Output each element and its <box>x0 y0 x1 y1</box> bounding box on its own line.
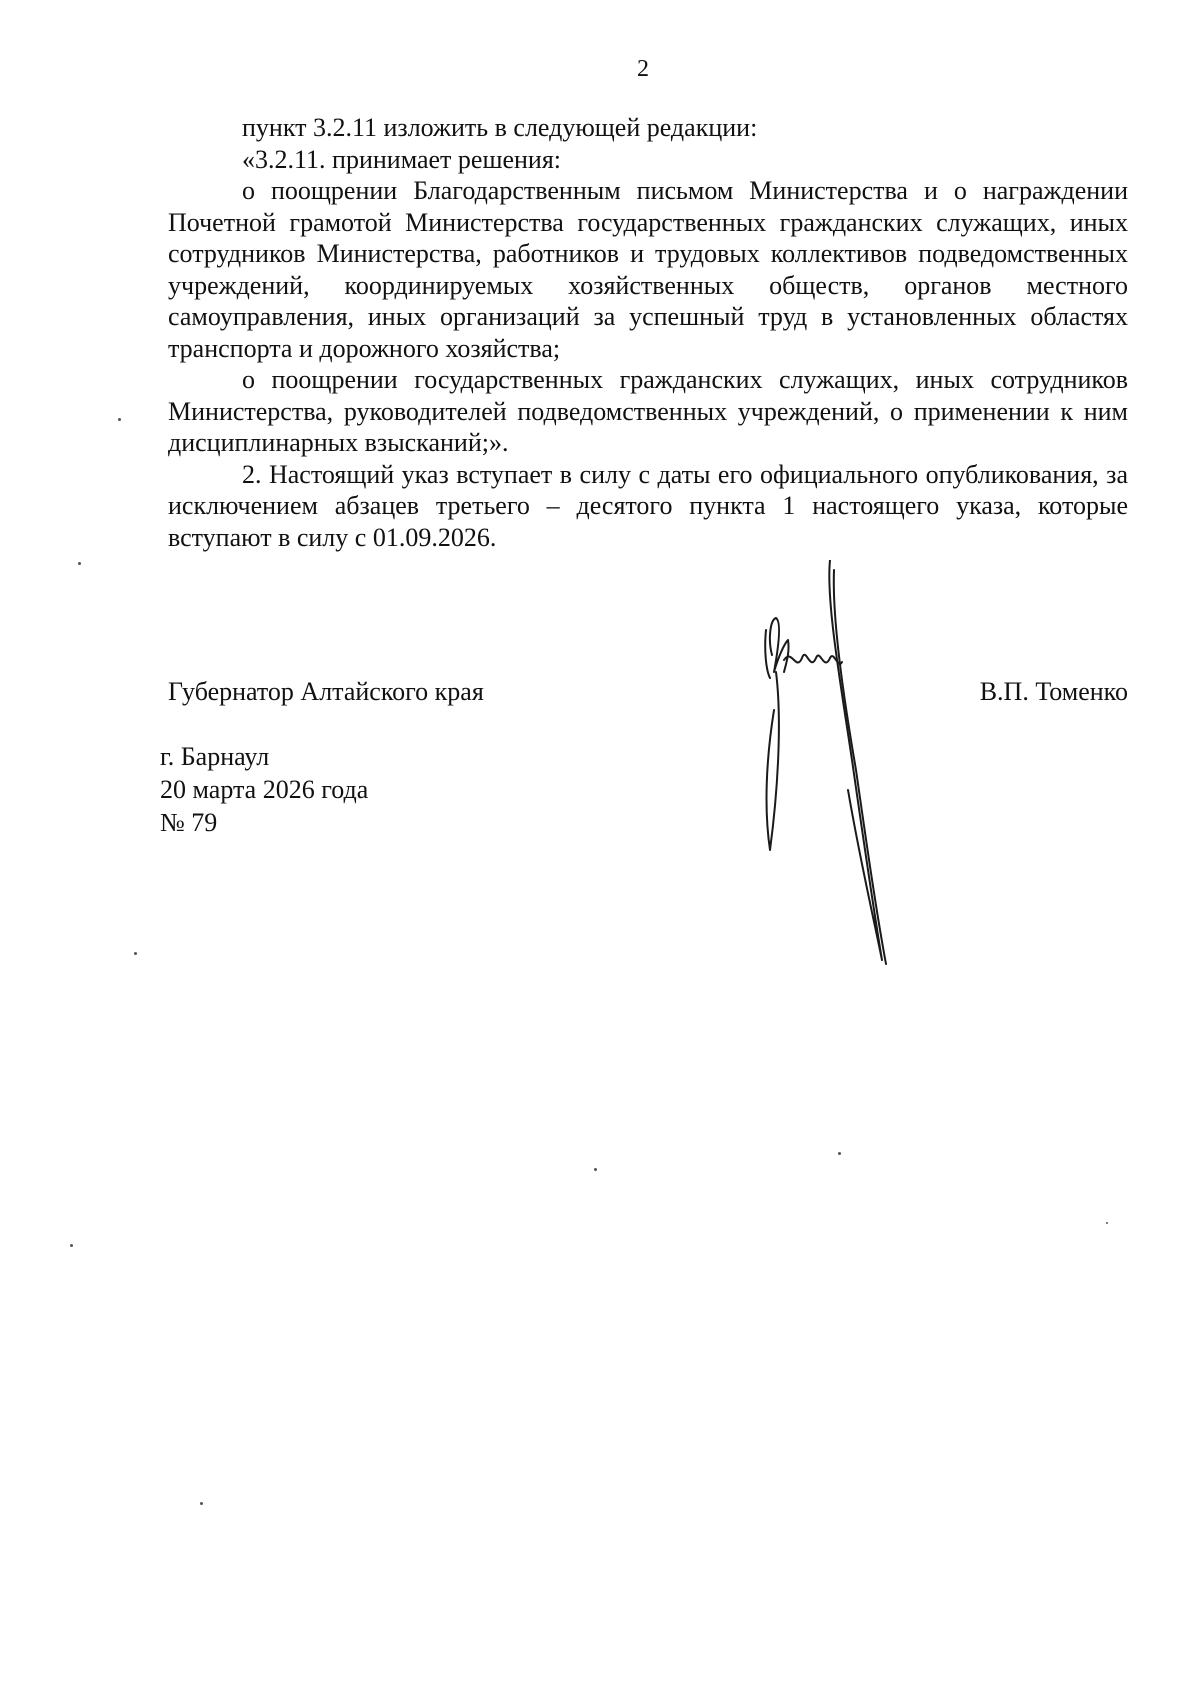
footer-number: № 79 <box>160 808 218 837</box>
scan-speck <box>134 952 137 955</box>
paragraph-clause-heading: «3.2.11. принимает решения: <box>242 144 562 174</box>
scan-speck <box>70 1244 73 1247</box>
decree-footer <box>160 740 368 839</box>
footer-date: 20 марта 2026 года <box>160 775 369 804</box>
footer-city: г. Барнаул <box>160 742 270 771</box>
paragraph-incentive-decisions: о поощрении государственных гражданских служащих, иных сотрудников Министерства, руководителей подведомственных учреждений, о применении к ним дисциплинарных взысканий;». <box>168 365 1128 457</box>
paragraph-award-decisions: о поощрении Благодарственным письмом Министерства и о награждении Почетной грамотой Министерства государственных гражданских служащих, иных сотрудников Министерства, работников и трудовых коллективов подведомственных учреждений, координируемых хозяйственных обществ, органов местного самоуправления, иных организаций за успешный труд в установленных областях транспорта и дорожного хозяйства; <box>168 176 1128 363</box>
scan-speck <box>838 1152 841 1155</box>
page-number: 2 <box>637 56 649 82</box>
scan-speck <box>1106 1222 1108 1224</box>
handwritten-signature <box>760 560 940 970</box>
scan-speck <box>200 1502 203 1505</box>
signatory-title: Губернатор Алтайского края <box>168 677 484 706</box>
scan-speck <box>118 418 121 421</box>
decree-body <box>168 112 1128 553</box>
scan-speck <box>594 1168 597 1171</box>
paragraph-intro: пункт 3.2.11 изложить в следующей редакции: <box>242 113 758 142</box>
signatory-name: В.П. Томенко <box>979 677 1128 706</box>
paragraph-entry-into-force: 2. Настоящий указ вступает в силу с даты его официального опубликования, за исключением абзацев третьего – десятого пункта 1 настоящего указа, которые вступают в силу с 01.09.2026. <box>168 459 1128 552</box>
scan-speck <box>78 562 81 565</box>
